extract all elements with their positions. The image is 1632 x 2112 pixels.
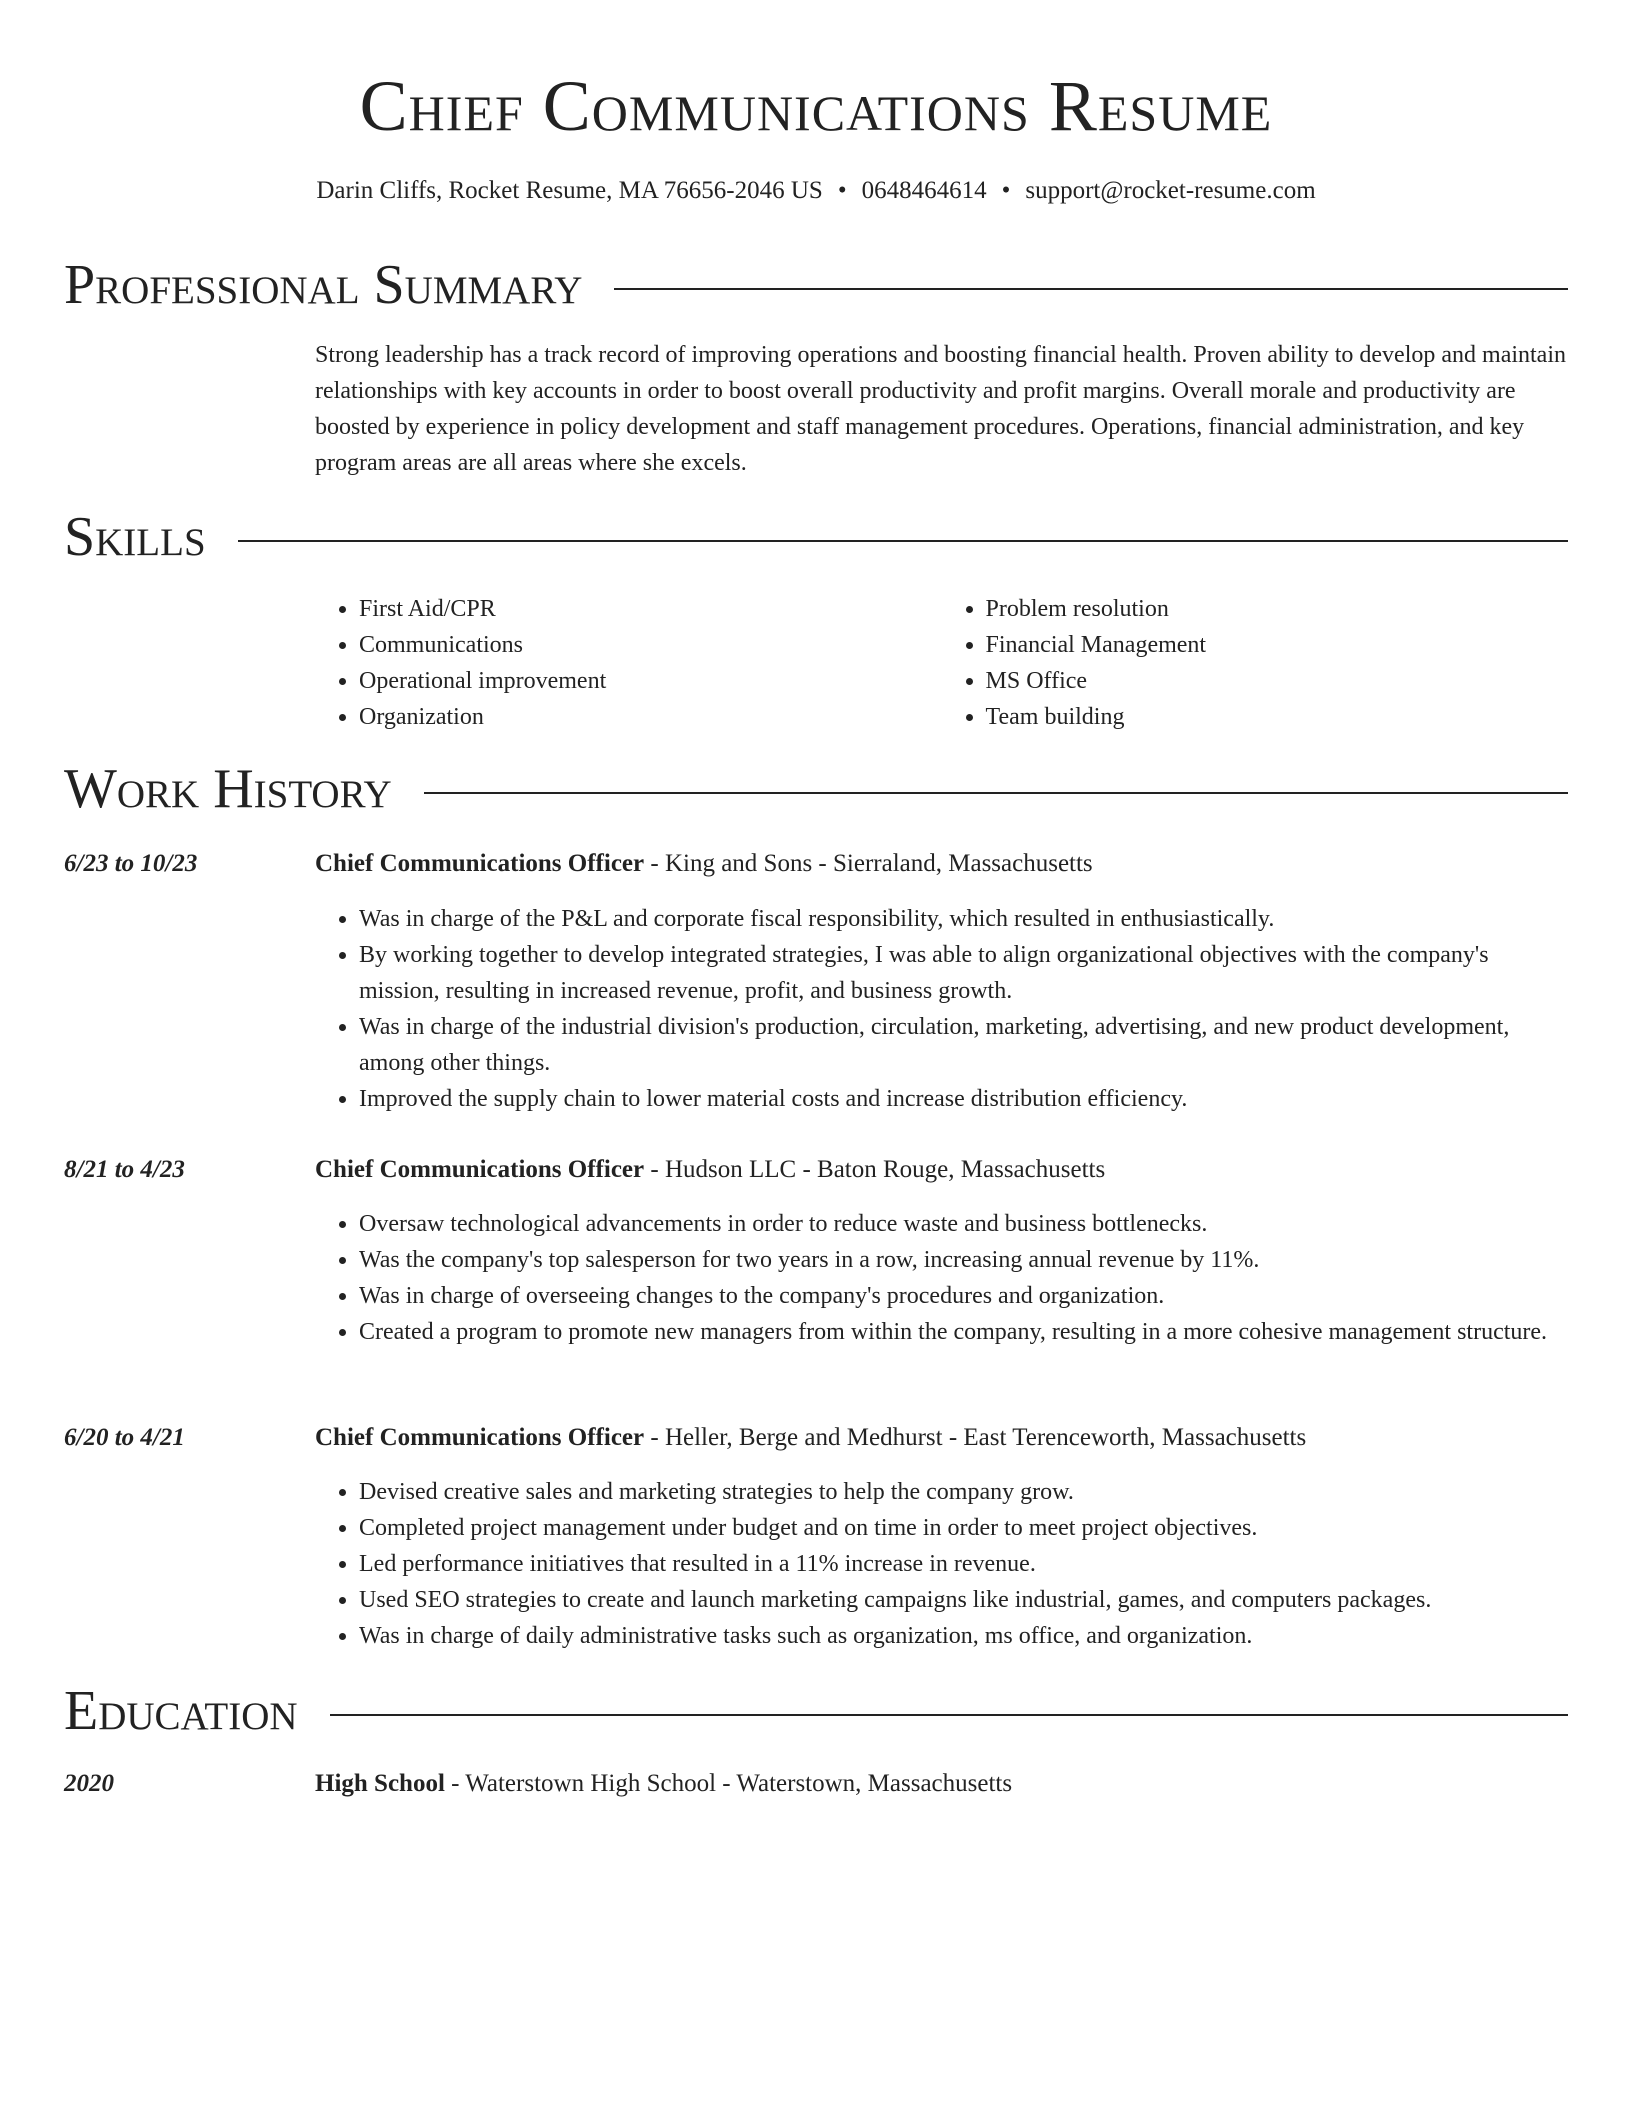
section-education-heading	[64, 1676, 1568, 1746]
section-divider	[238, 540, 1568, 542]
education-entry	[315, 1766, 1568, 1802]
job-bullet: • Completed project management under budget and on time in order to meet project objectives.	[359, 1510, 1568, 1546]
section-title: Skills	[64, 506, 206, 568]
job-bullet: • Used SEO strategies to create and launch marketing campaigns like industrial, games, and computers packages.	[359, 1582, 1568, 1618]
education-school: - Waterstown High School - Waterstown, Massachusetts	[444, 1770, 1013, 1797]
resume-title: Chief Communications Resume	[359, 66, 1273, 146]
contact-email: support@rocket-resume.com	[1025, 177, 1316, 204]
job-bullet: • Was in charge of the industrial division's production, circulation, marketing, advertising, and new product development, among other things.	[359, 1009, 1568, 1081]
skill-item: • First Aid/CPR	[359, 591, 942, 627]
education-year: 2020	[64, 1770, 114, 1797]
section-summary-heading	[64, 250, 1568, 320]
job-bullet-list	[315, 1474, 1568, 1654]
contact-phone: 0648464614	[861, 177, 987, 204]
skill-item: • Communications	[359, 627, 942, 663]
job-header	[315, 1152, 1568, 1188]
section-divider	[424, 792, 1568, 794]
skills-list	[315, 591, 1568, 735]
section-title: Education	[64, 1680, 298, 1742]
job-bullet: • Led performance initiatives that resulted in a 11% increase in revenue.	[359, 1546, 1568, 1582]
job-header	[315, 1420, 1568, 1456]
skill-item: • Team building	[986, 699, 1569, 735]
section-title: Work History	[64, 758, 392, 820]
job-title: Chief Communications Officer	[315, 1424, 645, 1451]
job-bullet: • Created a program to promote new managers from within the company, resulting in a more cohesive management structure.	[359, 1314, 1568, 1350]
skill-item: • Organization	[359, 699, 942, 735]
education-degree: High School	[315, 1770, 445, 1797]
section-title: Professional Summary	[64, 254, 583, 316]
skills-column-right	[942, 591, 1569, 735]
job-bullet: • Was in charge of overseeing changes to the company's procedures and organization.	[359, 1278, 1568, 1314]
contact-separator: •	[1001, 177, 1011, 204]
section-work-heading	[64, 754, 1568, 824]
job-bullet: • Improved the supply chain to lower material costs and increase distribution efficiency.	[359, 1081, 1568, 1117]
job-bullet: • Was in charge of daily administrative tasks such as organization, ms office, and organization.	[359, 1618, 1568, 1654]
job-bullet-list	[315, 1206, 1568, 1350]
job-title: Chief Communications Officer	[315, 850, 645, 877]
skill-item: • Operational improvement	[359, 663, 942, 699]
job-header	[315, 846, 1568, 882]
job-bullet: • Oversaw technological advancements in order to reduce waste and business bottlenecks.	[359, 1206, 1568, 1242]
section-divider	[330, 1714, 1568, 1716]
contact-line	[0, 174, 1632, 208]
skills-column-left	[315, 591, 942, 735]
job-dates: 8/21 to 4/23	[64, 1156, 185, 1183]
job-dates: 6/20 to 4/21	[64, 1424, 185, 1451]
skill-item: • Financial Management	[986, 627, 1569, 663]
contact-address: Darin Cliffs, Rocket Resume, MA 76656-2046 US	[316, 177, 823, 204]
job-employer: - King and Sons - Sierraland, Massachusetts	[644, 850, 1093, 877]
job-bullet: • By working together to develop integrated strategies, I was able to align organizational objectives with the company's mission, resulting in increased revenue, profit, and business growth.	[359, 937, 1568, 1009]
job-bullet: • Was in charge of the P&L and corporate fiscal responsibility, which resulted in enthusiastically.	[359, 901, 1568, 937]
job-bullet-list	[315, 901, 1568, 1117]
section-skills-heading	[64, 502, 1568, 572]
job-bullet: • Devised creative sales and marketing strategies to help the company grow.	[359, 1474, 1568, 1510]
skill-item: • MS Office	[986, 663, 1569, 699]
job-bullet: • Was the company's top salesperson for two years in a row, increasing annual revenue by 11%.	[359, 1242, 1568, 1278]
summary-text: Strong leadership has a track record of improving operations and boosting financial health. Proven ability to develop and maintain relationships with key accounts in order to boost overall productivity and profit margins. Overall morale and productivity are boosted by experience in policy development and staff management procedures. Operations, financial administration, and key program areas are all areas where she excels.	[315, 342, 1566, 476]
job-employer: - Hudson LLC - Baton Rouge, Massachusetts	[644, 1156, 1106, 1183]
section-divider	[614, 288, 1568, 290]
job-dates: 6/23 to 10/23	[64, 850, 198, 877]
contact-separator: •	[837, 177, 847, 204]
skill-item: • Problem resolution	[986, 591, 1569, 627]
job-title: Chief Communications Officer	[315, 1156, 645, 1183]
job-employer: - Heller, Berge and Medhurst - East Terenceworth, Massachusetts	[644, 1424, 1307, 1451]
